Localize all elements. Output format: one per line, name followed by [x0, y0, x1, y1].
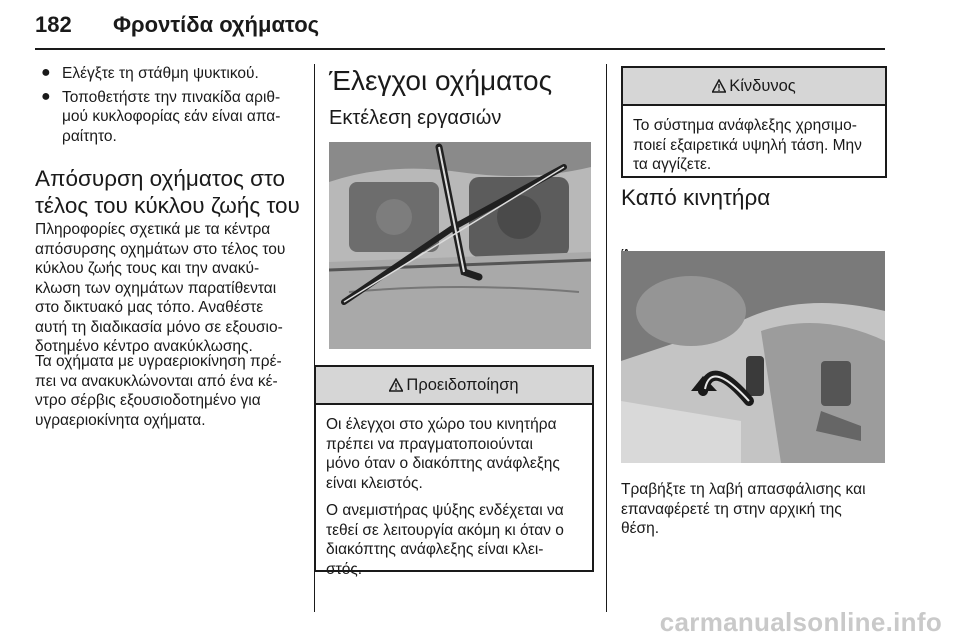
warning-heading: Προειδοποίηση [406, 375, 519, 394]
bullet-icon: ● [41, 87, 51, 105]
recycling-paragraph-2: Τα οχήματα με υγραεριοκίνηση πρέ- πει να ανακυκλώνονται από ένα κέ- ντρο σέρβις εξουσιοδοτημένο για υγραεριοκίνητα οχήματα. [35, 353, 282, 429]
warning-box [314, 365, 594, 578]
warning-triangle-icon [389, 378, 403, 392]
bonnet-caption: Τραβήξτε τη λαβή απασφάλισης και επαναφέρετέ τη στην αρχική της θέση. [621, 481, 866, 537]
section-title-recycling: Απόσυρση οχήματος στο τέλος του κύκλου ζωής του [35, 166, 300, 218]
bonnet-release-illustration [621, 251, 885, 463]
warning-text-1: Οι έλεγχοι στο χώρο του κινητήρα πρέπει να πραγματοποιούνται μόνο όταν ο διακόπτης ανάφλεξης είναι κλειστός. [326, 416, 560, 492]
vehicle-checks-title: Έλεγχοι οχήματος [329, 65, 553, 96]
list-item: ● Τοποθετήστε την πινακίδα αριθ- μού κυκλοφορίας εάν είναι απα- ραίτητο. [41, 87, 281, 145]
checklist [35, 64, 300, 150]
bonnet-title: Καπό κινητήρα [621, 185, 771, 210]
performing-work-subtitle: Εκτέλεση εργασιών [329, 107, 502, 129]
page-number: 182 [35, 12, 72, 37]
list-item: ● Ελέγξτε τη στάθμη ψυκτικού. [41, 64, 259, 82]
watermark: carmanualsonline.info [659, 607, 942, 637]
warning-triangle-icon [712, 79, 726, 93]
column-divider-2 [606, 64, 607, 612]
danger-box-header [623, 68, 885, 106]
danger-heading: Κίνδυνος [729, 76, 796, 95]
warning-text-2: Ο ανεμιστήρας ψύξης ενδέχεται να τεθεί σε λειτουργία ακόμη κι όταν ο διακόπτης ανάφλεξης είναι κλει- στός. [326, 502, 564, 578]
warning-box-header [316, 367, 592, 405]
engine-bay-photo [329, 142, 591, 349]
danger-text: Το σύστημα ανάφλεξης χρησιμο- ποιεί εξαιρετικά υψηλή τάση. Μην τα αγγίζετε. [633, 117, 862, 173]
page-title: Φροντίδα οχήματος [113, 12, 320, 37]
bullet-icon: ● [41, 64, 51, 81]
danger-box [621, 66, 887, 178]
page-header [35, 8, 885, 50]
bonnet-release-photo [621, 251, 885, 463]
engine-bay-illustration [329, 142, 591, 349]
recycling-paragraph-1: Πληροφορίες σχετικά με τα κέντρα απόσυρσης οχημάτων στο τέλος του κύκλου ζωής τους και την ανακύ- κλωση των οχημάτων παρατίθενται στο δικτυακό μας τόπο. Αναθέστε αυτή τη διαδικασία μόνο σε εξουσιο- δοτημένο κέντρο ανακύκλωσης. [35, 221, 286, 355]
